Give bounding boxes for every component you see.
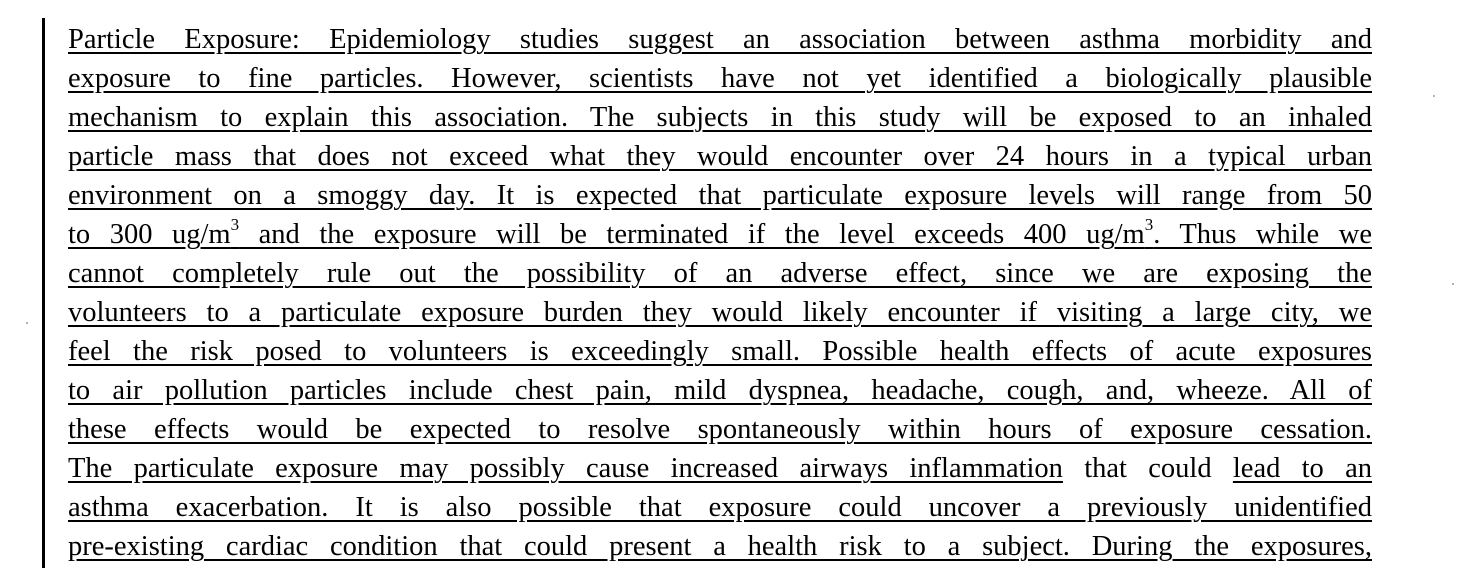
text-line-12-unchanged: that could xyxy=(1062,453,1233,484)
text-line-12-inserted-start: The particulate exposure may possibly cause increased airways inflammation xyxy=(68,453,1063,484)
text-line-14: pre-existing cardiac condition that could present a health risk to a subject. During the exposures, xyxy=(68,531,1372,562)
text-line-2: exposure to fine particles. However, scientists have not yet identified a biologically plausible xyxy=(68,63,1372,94)
text-line-4: particle mass that does not exceed what they would encounter over 24 hours in a typical urban xyxy=(68,141,1372,172)
superscript-cubed-1: 3 xyxy=(230,215,240,234)
text-line-6-start: to 300 ug/m xyxy=(68,219,231,250)
text-line-6-end: . Thus while we xyxy=(1153,219,1372,250)
text-line-1: Particle Exposure: Epidemiology studies suggest an association between asthma morbidity and xyxy=(68,24,1372,55)
text-line-6-middle: and the exposure will be terminated if the level exceeds 400 ug/m xyxy=(239,219,1145,250)
text-line-12 xyxy=(68,449,1372,488)
text-line-3: mechanism to explain this association. The subjects in this study will be exposed to an inhaled xyxy=(68,102,1372,133)
text-line-13: asthma exacerbation. It is also possible that exposure could uncover a previously unidentified xyxy=(68,492,1372,523)
particle-exposure-paragraph xyxy=(68,20,1372,566)
scan-speck xyxy=(26,322,28,324)
text-line-5: environment on a smoggy day. It is expected that particulate exposure levels will range from 50 xyxy=(68,180,1372,211)
scan-speck xyxy=(1452,283,1454,285)
text-line-8: volunteers to a particulate exposure burden they would likely encounter if visiting a large city, we xyxy=(68,297,1372,328)
text-line-9: feel the risk posed to volunteers is exceedingly small. Possible health effects of acute exposures xyxy=(68,336,1372,367)
scan-speck xyxy=(1433,95,1435,97)
text-line-12-inserted-end: lead to an xyxy=(1232,453,1372,484)
text-line-7: cannot completely rule out the possibility of an adverse effect, since we are exposing the xyxy=(68,258,1372,289)
text-line-6 xyxy=(68,215,1372,254)
text-line-10: to air pollution particles include chest pain, mild dyspnea, headache, cough, and, wheeze. All of xyxy=(68,375,1372,406)
superscript-cubed-2: 3 xyxy=(1144,215,1154,234)
revision-change-bar xyxy=(42,18,45,568)
text-line-11: these effects would be expected to resolve spontaneously within hours of exposure cessation. xyxy=(68,414,1372,445)
